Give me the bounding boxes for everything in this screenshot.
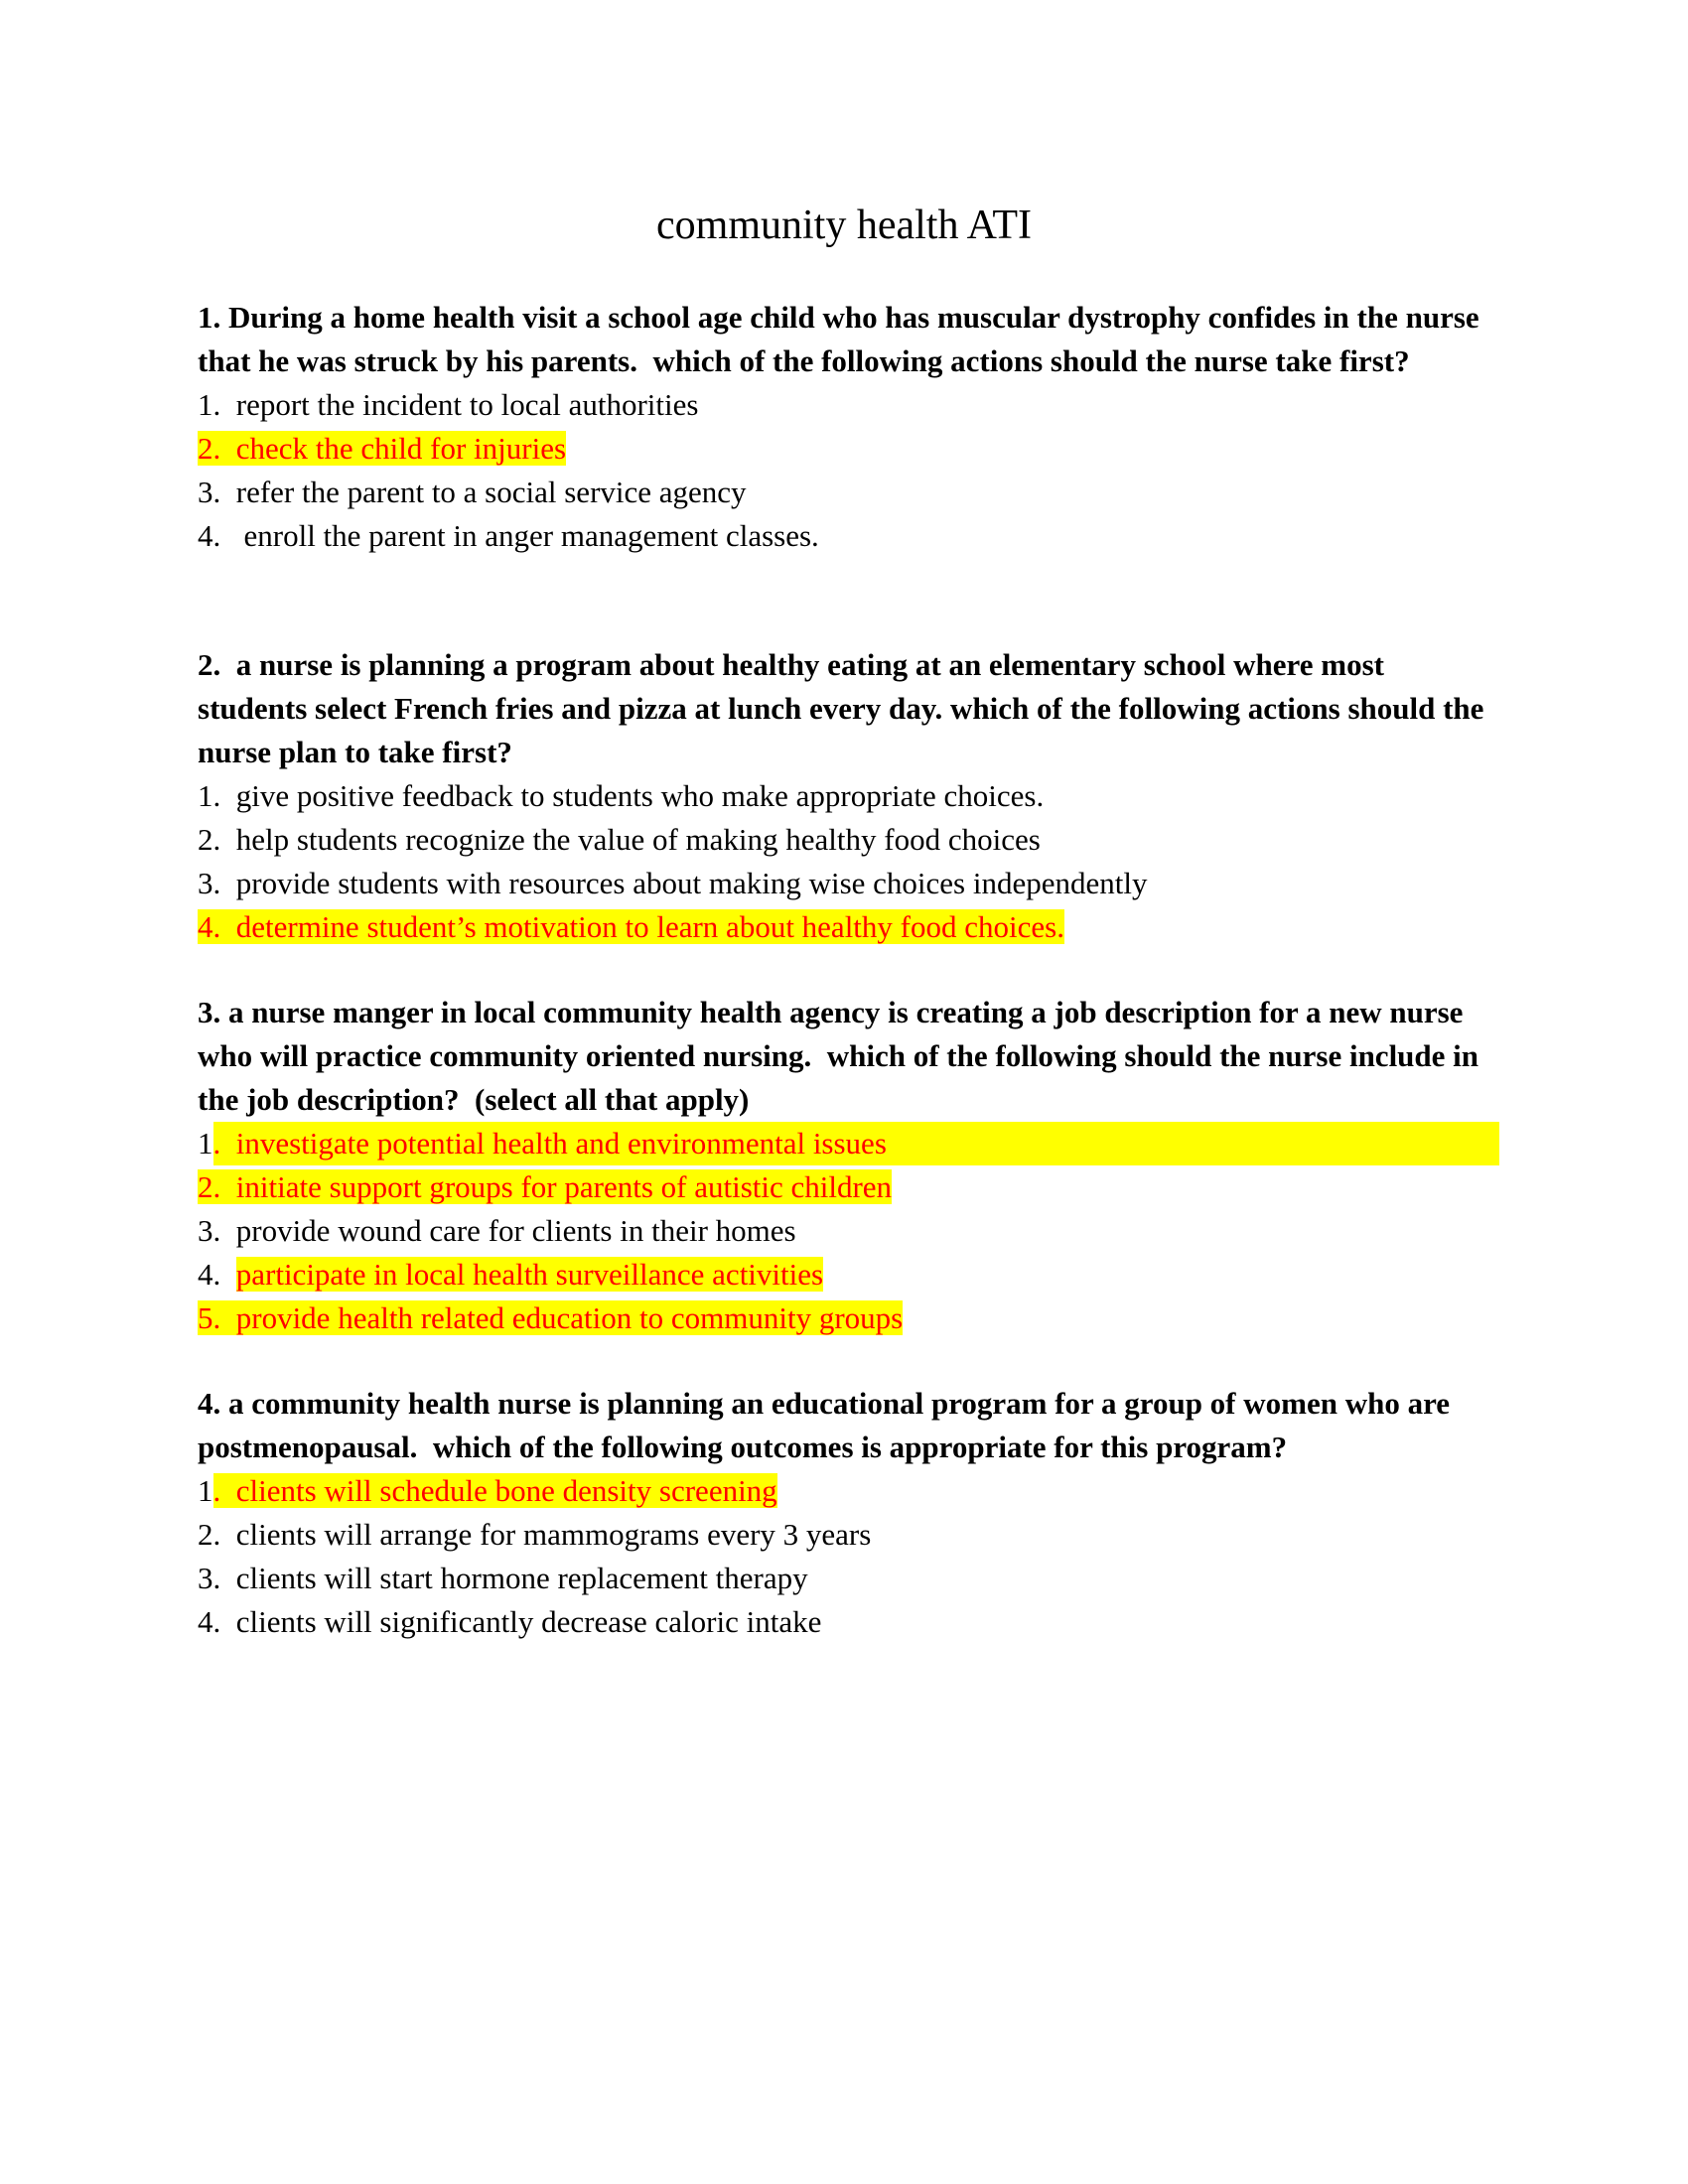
option-label-highlighted: participate in local health surveillance activities: [235, 1257, 824, 1292]
question-3-option-3: [198, 1209, 1498, 1253]
question-2-option-4: [198, 905, 1498, 949]
question-1-option-1: [198, 383, 1498, 427]
question-3: [198, 991, 1498, 1340]
question-3-option-5: [198, 1297, 1498, 1340]
option-label: 2. help students recognize the value of making healthy food choices: [198, 822, 1041, 857]
question-2-option-1: [198, 774, 1498, 818]
option-label: 3. provide students with resources about making wise choices independently: [198, 866, 1148, 900]
option-label-highlighted: 5. provide health related education to community groups: [198, 1300, 904, 1335]
question-3-text: 3. a nurse manger in local community health agency is creating a job description for a new nurse who will practice community oriented nursing. which of the following should the nurse include in the job description? (select all that apply): [198, 995, 1486, 1117]
option-label-highlighted: . clients will schedule bone density screening: [212, 1473, 777, 1508]
question-1-option-4: [198, 514, 1498, 558]
option-label-highlighted: . investigate potential health and environmental issues: [213, 1122, 1499, 1165]
option-prefix: 4.: [198, 1257, 236, 1292]
option-label-highlighted: 4. determine student’s motivation to learn about healthy food choices.: [198, 909, 1064, 944]
option-label: 3. refer the parent to a social service agency: [198, 475, 747, 509]
question-1-option-2: [198, 427, 1498, 471]
option-label: 3. provide wound care for clients in their homes: [198, 1213, 796, 1248]
option-label: 4. enroll the parent in anger management classes.: [198, 518, 819, 553]
option-label: 4. clients will significantly decrease caloric intake: [198, 1604, 822, 1639]
option-label: 1. report the incident to local authorities: [198, 387, 699, 422]
question-2-text: 2. a nurse is planning a program about healthy eating at an elementary school where most students select French fries and pizza at lunch every day. which of the following actions should the nurse plan to take first?: [198, 647, 1492, 769]
question-4: [198, 1382, 1498, 1644]
question-4-option-1: [198, 1469, 1498, 1513]
question-1-option-3: [198, 471, 1498, 514]
question-2-option-3: [198, 862, 1498, 905]
question-4-option-4: [198, 1600, 1498, 1644]
option-prefix: 1: [198, 1473, 213, 1508]
option-label-highlighted: 2. initiate support groups for parents of autistic children: [198, 1169, 893, 1204]
option-label: 3. clients will start hormone replacement therapy: [198, 1561, 808, 1595]
question-2-option-2: [198, 818, 1498, 862]
question-1: [198, 296, 1498, 558]
option-label-highlighted: 2. check the child for injuries: [198, 431, 567, 466]
question-4-option-2: [198, 1513, 1498, 1557]
question-3-option-1: [198, 1122, 1498, 1165]
option-label: 2. clients will arrange for mammograms every 3 years: [198, 1517, 872, 1552]
question-2: [198, 643, 1498, 949]
option-prefix: 1: [198, 1126, 213, 1160]
question-3-option-4: [198, 1253, 1498, 1297]
question-4-text: 4. a community health nurse is planning an educational program for a group of women who are postmenopausal. which of the following outcomes is appropriate for this program?: [198, 1386, 1458, 1464]
option-label: 1. give positive feedback to students who make appropriate choices.: [198, 778, 1045, 813]
question-1-text: 1. During a home health visit a school age child who has muscular dystrophy confides in the nurse that he was struck by his parents. which of the following actions should the nurse take first?: [198, 300, 1487, 378]
page-title: community health ATI: [656, 203, 1032, 248]
question-4-option-3: [198, 1557, 1498, 1600]
question-3-option-2: [198, 1165, 1498, 1209]
